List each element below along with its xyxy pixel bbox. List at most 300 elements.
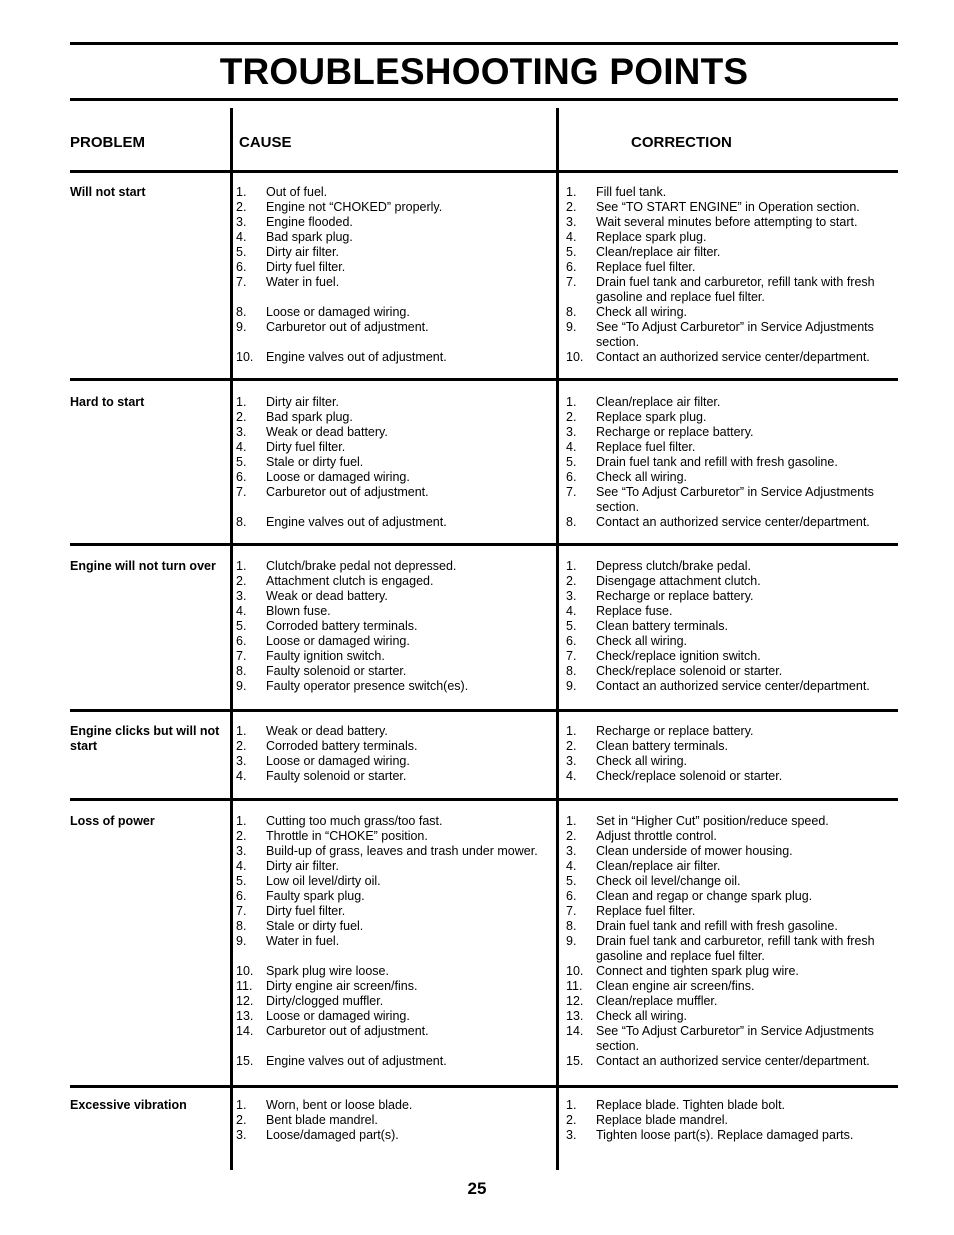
item-number: 8. xyxy=(236,515,247,529)
item-number xyxy=(236,1039,266,1054)
list-item xyxy=(236,739,552,754)
item-number: 6. xyxy=(236,470,247,484)
list-item xyxy=(566,904,896,919)
item-text: Clean/replace air filter. xyxy=(596,859,721,873)
item-text: Tighten loose part(s). Replace damaged parts. xyxy=(596,1128,854,1142)
item-text: Dirty engine air screen/fins. xyxy=(266,979,418,993)
title-top-rule xyxy=(70,42,898,45)
list-item xyxy=(566,634,896,649)
list-item xyxy=(236,679,552,694)
cause-list xyxy=(236,814,552,1069)
list-item xyxy=(566,305,896,320)
list-item xyxy=(566,679,896,694)
problem-label: Engine clicks but will not start xyxy=(70,724,220,753)
list-item xyxy=(236,350,552,365)
page-number: 25 xyxy=(467,1179,487,1198)
list-item xyxy=(566,859,896,874)
list-item xyxy=(236,964,552,979)
problem-label: Excessive vibration xyxy=(70,1098,187,1112)
cause-list xyxy=(236,559,552,694)
item-number: 7. xyxy=(566,485,577,499)
item-text: Carburetor out of adjustment. xyxy=(266,485,429,499)
list-item xyxy=(566,1128,896,1143)
list-item xyxy=(236,500,552,515)
item-number: 11. xyxy=(566,979,583,993)
item-number: 2. xyxy=(236,410,247,424)
item-text: Contact an authorized service center/department. xyxy=(596,350,870,364)
list-item xyxy=(236,994,552,1009)
list-item xyxy=(236,889,552,904)
item-text: Stale or dirty fuel. xyxy=(266,455,364,469)
correction-list xyxy=(566,395,896,530)
item-number: 2. xyxy=(236,574,247,588)
item-number: 1. xyxy=(236,559,247,573)
item-text: Throttle in “CHOKE” position. xyxy=(266,829,428,843)
item-text: Check all wiring. xyxy=(596,634,688,648)
list-item xyxy=(236,1009,552,1024)
item-number: 8. xyxy=(236,919,247,933)
item-number: 7. xyxy=(566,649,577,663)
item-text: Check/replace ignition switch. xyxy=(596,649,761,663)
item-text: Check oil level/change oil. xyxy=(596,874,741,888)
item-text: Replace blade. Tighten blade bolt. xyxy=(596,1098,786,1112)
list-item xyxy=(236,859,552,874)
list-item xyxy=(236,290,552,305)
item-text: Drain fuel tank and carburetor, refill tank with fresh gasoline and replace fuel filter. xyxy=(596,275,875,304)
list-item xyxy=(236,844,552,859)
item-text: Wait several minutes before attempting to start. xyxy=(596,215,858,229)
list-item xyxy=(566,934,896,964)
correction-list xyxy=(566,724,896,784)
item-text: Contact an authorized service center/department. xyxy=(596,1054,870,1068)
list-item xyxy=(566,245,896,260)
item-number: 5. xyxy=(566,245,577,259)
list-item xyxy=(236,724,552,739)
item-number xyxy=(236,949,266,964)
list-item xyxy=(566,589,896,604)
item-number: 5. xyxy=(236,874,247,888)
item-text: Contact an authorized service center/department. xyxy=(596,515,870,529)
item-number: 2. xyxy=(236,200,247,214)
item-number xyxy=(236,335,266,350)
item-text: Attachment clutch is engaged. xyxy=(266,574,434,588)
list-item xyxy=(236,305,552,320)
item-number: 1. xyxy=(566,395,577,409)
correction-list xyxy=(566,1098,896,1143)
list-item xyxy=(566,889,896,904)
item-number: 5. xyxy=(566,619,577,633)
item-text xyxy=(266,290,552,305)
problem-label: Will not start xyxy=(70,185,146,199)
item-text: Bad spark plug. xyxy=(266,410,353,424)
item-number: 2. xyxy=(566,829,577,843)
item-text: Check/replace solenoid or starter. xyxy=(596,664,783,678)
item-number: 2. xyxy=(566,739,577,753)
item-text: Check/replace solenoid or starter. xyxy=(596,769,783,783)
item-text: Weak or dead battery. xyxy=(266,724,388,738)
item-text xyxy=(266,335,552,350)
correction-list xyxy=(566,185,896,365)
correction-list xyxy=(566,814,896,1069)
item-number: 5. xyxy=(236,619,247,633)
item-text: Clean battery terminals. xyxy=(596,619,729,633)
item-number: 7. xyxy=(566,904,577,918)
list-item xyxy=(566,604,896,619)
item-text: Engine valves out of adjustment. xyxy=(266,515,447,529)
list-item xyxy=(236,275,552,290)
item-number: 6. xyxy=(236,260,247,274)
list-item xyxy=(566,874,896,889)
item-number: 4. xyxy=(566,604,577,618)
list-item xyxy=(566,185,896,200)
item-number: 9. xyxy=(236,320,247,334)
item-text: Check all wiring. xyxy=(596,305,688,319)
correction-column-divider xyxy=(556,108,559,1170)
list-item xyxy=(566,1009,896,1024)
list-item xyxy=(236,515,552,530)
cause-list xyxy=(236,724,552,784)
item-number: 1. xyxy=(566,1098,577,1112)
item-text: Dirty air filter. xyxy=(266,395,339,409)
item-text: Replace blade mandrel. xyxy=(596,1113,729,1127)
problem-label: Loss of power xyxy=(70,814,155,828)
item-number: 14. xyxy=(566,1024,584,1038)
item-number: 3. xyxy=(566,754,577,768)
list-item xyxy=(566,515,896,530)
list-item xyxy=(566,440,896,455)
item-number: 1. xyxy=(566,185,577,199)
item-text: Stale or dirty fuel. xyxy=(266,919,364,933)
item-text: Water in fuel. xyxy=(266,275,340,289)
item-text: Loose or damaged wiring. xyxy=(266,754,410,768)
item-number: 1. xyxy=(236,724,247,738)
list-item xyxy=(566,754,896,769)
problem-label: Engine will not turn over xyxy=(70,559,216,573)
item-number: 6. xyxy=(566,889,577,903)
item-number: 10. xyxy=(236,964,254,978)
cause-header: CAUSE xyxy=(239,134,292,151)
list-item xyxy=(236,574,552,589)
item-text: Carburetor out of adjustment. xyxy=(266,1024,429,1038)
item-number: 2. xyxy=(236,829,247,843)
list-item xyxy=(236,919,552,934)
item-number: 3. xyxy=(566,425,577,439)
item-text: Bad spark plug. xyxy=(266,230,353,244)
item-number: 4. xyxy=(236,769,247,783)
item-text: Dirty air filter. xyxy=(266,245,339,259)
list-item xyxy=(566,260,896,275)
list-item xyxy=(566,979,896,994)
page-title: TROUBLESHOOTING POINTS xyxy=(219,51,749,92)
list-item xyxy=(236,440,552,455)
item-text: Drain fuel tank and refill with fresh gasoline. xyxy=(596,455,838,469)
header-separator xyxy=(70,170,898,173)
list-item xyxy=(236,260,552,275)
item-text: Build-up of grass, leaves and trash under mower. xyxy=(266,844,538,858)
list-item xyxy=(236,829,552,844)
item-text xyxy=(266,1039,552,1054)
item-text: Cutting too much grass/too fast. xyxy=(266,814,443,828)
list-item xyxy=(236,1054,552,1069)
list-item xyxy=(236,664,552,679)
item-number: 12. xyxy=(236,994,254,1008)
item-number: 1. xyxy=(236,814,247,828)
list-item xyxy=(236,814,552,829)
list-item xyxy=(236,559,552,574)
item-text: Dirty fuel filter. xyxy=(266,904,346,918)
list-item xyxy=(566,1024,896,1054)
item-number: 12. xyxy=(566,994,584,1008)
item-text: Recharge or replace battery. xyxy=(596,425,754,439)
item-text: Replace spark plug. xyxy=(596,230,707,244)
list-item xyxy=(566,320,896,350)
item-number: 8. xyxy=(566,664,577,678)
item-text: Faulty ignition switch. xyxy=(266,649,385,663)
item-number: 8. xyxy=(566,515,577,529)
item-number: 6. xyxy=(236,889,247,903)
list-item xyxy=(236,949,552,964)
item-number: 6. xyxy=(566,470,577,484)
item-text: Clean/replace muffler. xyxy=(596,994,718,1008)
item-text: Check all wiring. xyxy=(596,470,688,484)
problem-header: PROBLEM xyxy=(70,134,145,151)
item-text: Dirty/clogged muffler. xyxy=(266,994,384,1008)
item-number: 4. xyxy=(236,230,247,244)
item-number: 10. xyxy=(236,350,254,364)
item-number: 4. xyxy=(566,859,577,873)
item-text: Fill fuel tank. xyxy=(596,185,667,199)
item-text xyxy=(266,500,552,515)
list-item xyxy=(236,335,552,350)
list-item xyxy=(236,754,552,769)
item-number: 3. xyxy=(236,754,247,768)
item-text: Dirty fuel filter. xyxy=(266,260,346,274)
section-separator xyxy=(70,798,898,801)
item-number: 2. xyxy=(566,1113,577,1127)
list-item xyxy=(236,1024,552,1039)
item-text: Drain fuel tank and carburetor, refill tank with fresh gasoline and replace fuel filter. xyxy=(596,934,875,963)
correction-header: CORRECTION xyxy=(631,134,732,151)
item-number: 5. xyxy=(236,245,247,259)
item-text: Faulty solenoid or starter. xyxy=(266,769,407,783)
item-number: 6. xyxy=(566,260,577,274)
item-text: Replace fuse. xyxy=(596,604,673,618)
list-item xyxy=(566,769,896,784)
item-number: 9. xyxy=(236,934,247,948)
item-number: 2. xyxy=(236,739,247,753)
list-item xyxy=(566,919,896,934)
item-number: 10. xyxy=(566,350,584,364)
list-item xyxy=(566,200,896,215)
list-item xyxy=(236,1113,552,1128)
item-number: 4. xyxy=(236,859,247,873)
item-number: 15. xyxy=(566,1054,584,1068)
item-text: Faulty operator presence switch(es). xyxy=(266,679,469,693)
item-number: 6. xyxy=(566,634,577,648)
item-number: 7. xyxy=(236,485,247,499)
item-text: Engine valves out of adjustment. xyxy=(266,350,447,364)
item-number: 4. xyxy=(236,440,247,454)
item-text: Corroded battery terminals. xyxy=(266,619,418,633)
item-number: 5. xyxy=(566,874,577,888)
list-item xyxy=(236,874,552,889)
list-item xyxy=(566,649,896,664)
item-number: 1. xyxy=(236,185,247,199)
item-text: Replace fuel filter. xyxy=(596,904,696,918)
item-number: 3. xyxy=(236,425,247,439)
item-text: Faulty solenoid or starter. xyxy=(266,664,407,678)
item-number xyxy=(236,500,266,515)
item-text: Clean underside of mower housing. xyxy=(596,844,793,858)
list-item xyxy=(566,559,896,574)
item-number: 5. xyxy=(566,455,577,469)
item-number: 1. xyxy=(236,1098,247,1112)
item-number: 2. xyxy=(566,200,577,214)
list-item xyxy=(236,320,552,335)
item-text: Blown fuse. xyxy=(266,604,331,618)
cause-list xyxy=(236,185,552,365)
item-text: Dirty air filter. xyxy=(266,859,339,873)
item-number: 5. xyxy=(236,455,247,469)
item-text: Dirty fuel filter. xyxy=(266,440,346,454)
item-text: Set in “Higher Cut” position/reduce speed. xyxy=(596,814,829,828)
title-bottom-rule xyxy=(70,98,898,101)
item-text: See “To Adjust Carburetor” in Service Adjustments section. xyxy=(596,320,874,349)
list-item xyxy=(566,829,896,844)
item-text: Replace spark plug. xyxy=(596,410,707,424)
item-text: Disengage attachment clutch. xyxy=(596,574,761,588)
item-text: Water in fuel. xyxy=(266,934,340,948)
item-number xyxy=(236,290,266,305)
item-text: Clutch/brake pedal not depressed. xyxy=(266,559,457,573)
problem-label: Hard to start xyxy=(70,395,145,409)
cause-list xyxy=(236,395,552,530)
item-number: 2. xyxy=(566,410,577,424)
item-number: 13. xyxy=(566,1009,584,1023)
item-number: 8. xyxy=(236,305,247,319)
item-number: 9. xyxy=(566,934,577,948)
list-item xyxy=(566,1098,896,1113)
item-text: Replace fuel filter. xyxy=(596,260,696,274)
item-text: Recharge or replace battery. xyxy=(596,724,754,738)
item-number: 8. xyxy=(236,664,247,678)
item-text: Adjust throttle control. xyxy=(596,829,717,843)
item-number: 4. xyxy=(566,230,577,244)
list-item xyxy=(236,485,552,500)
item-text: Corroded battery terminals. xyxy=(266,739,418,753)
list-item xyxy=(236,230,552,245)
item-text: See “TO START ENGINE” in Operation section. xyxy=(596,200,860,214)
item-number: 2. xyxy=(236,1113,247,1127)
list-item xyxy=(236,979,552,994)
item-number: 1. xyxy=(236,395,247,409)
list-item xyxy=(236,619,552,634)
item-text: Loose or damaged wiring. xyxy=(266,634,410,648)
item-text: Low oil level/dirty oil. xyxy=(266,874,381,888)
item-text: Check all wiring. xyxy=(596,1009,688,1023)
item-text: Clean battery terminals. xyxy=(596,739,729,753)
list-item xyxy=(566,350,896,365)
item-number: 6. xyxy=(236,634,247,648)
list-item xyxy=(236,589,552,604)
item-text: Loose or damaged wiring. xyxy=(266,470,410,484)
list-item xyxy=(566,574,896,589)
list-item xyxy=(566,994,896,1009)
list-item xyxy=(236,425,552,440)
item-number: 8. xyxy=(566,305,577,319)
list-item xyxy=(236,1098,552,1113)
item-text: Clean engine air screen/fins. xyxy=(596,979,755,993)
list-item xyxy=(566,425,896,440)
list-item xyxy=(566,814,896,829)
item-text: Engine flooded. xyxy=(266,215,353,229)
list-item xyxy=(236,649,552,664)
item-number: 11. xyxy=(236,979,253,993)
list-item xyxy=(236,1039,552,1054)
item-number: 7. xyxy=(566,275,577,289)
item-text: Connect and tighten spark plug wire. xyxy=(596,964,799,978)
item-text: Weak or dead battery. xyxy=(266,425,388,439)
item-text: Loose or damaged wiring. xyxy=(266,1009,410,1023)
item-text: Clean and regap or change spark plug. xyxy=(596,889,813,903)
list-item xyxy=(236,634,552,649)
item-number: 1. xyxy=(566,559,577,573)
item-number: 15. xyxy=(236,1054,254,1068)
list-item xyxy=(236,904,552,919)
item-number: 4. xyxy=(236,604,247,618)
list-item xyxy=(236,604,552,619)
list-item xyxy=(566,395,896,410)
list-item xyxy=(566,664,896,679)
list-item xyxy=(236,410,552,425)
item-text: Depress clutch/brake pedal. xyxy=(596,559,751,573)
list-item xyxy=(566,215,896,230)
section-separator xyxy=(70,709,898,712)
list-item xyxy=(566,485,896,515)
item-text: Recharge or replace battery. xyxy=(596,589,754,603)
item-text: Loose or damaged wiring. xyxy=(266,305,410,319)
item-text: Bent blade mandrel. xyxy=(266,1113,378,1127)
section-separator xyxy=(70,1085,898,1088)
item-text: Spark plug wire loose. xyxy=(266,964,389,978)
section-separator xyxy=(70,543,898,546)
item-number: 7. xyxy=(236,904,247,918)
list-item xyxy=(566,1054,896,1069)
item-number: 1. xyxy=(566,724,577,738)
list-item xyxy=(566,275,896,305)
item-number: 3. xyxy=(236,844,247,858)
correction-list xyxy=(566,559,896,694)
item-number: 3. xyxy=(566,844,577,858)
item-text: Engine not “CHOKED” properly. xyxy=(266,200,443,214)
item-text: Drain fuel tank and refill with fresh gasoline. xyxy=(596,919,838,933)
item-number: 4. xyxy=(566,440,577,454)
list-item xyxy=(566,230,896,245)
item-text: See “To Adjust Carburetor” in Service Adjustments section. xyxy=(596,485,874,514)
item-text: Clean/replace air filter. xyxy=(596,245,721,259)
item-number: 9. xyxy=(236,679,247,693)
item-number: 14. xyxy=(236,1024,254,1038)
item-number: 7. xyxy=(236,275,247,289)
item-text: Check all wiring. xyxy=(596,754,688,768)
list-item xyxy=(566,410,896,425)
item-number: 3. xyxy=(566,1128,577,1142)
item-number: 10. xyxy=(566,964,584,978)
item-number: 9. xyxy=(566,320,577,334)
list-item xyxy=(566,619,896,634)
list-item xyxy=(236,185,552,200)
item-number: 3. xyxy=(236,589,247,603)
